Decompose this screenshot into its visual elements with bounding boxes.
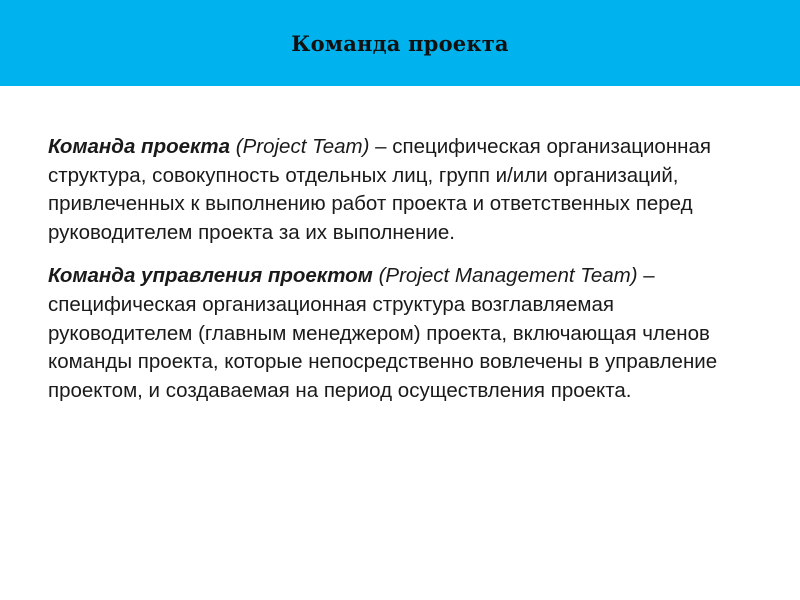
slide-title: Команда проекта xyxy=(291,30,509,56)
slide-content xyxy=(48,133,763,405)
definition-paragraph-project-team xyxy=(48,133,763,247)
title-bar xyxy=(0,0,800,86)
term-project-team: Команда проекта xyxy=(48,135,231,158)
term-project-management-team: Команда управления проектом xyxy=(48,264,373,288)
definition-project-management-team: – специфическая организационная структура возглавляемая руководителем (главным менеджером) проекта, включающая членов команды проекта, которые непосредственно вовлечены в управление проектом, и создаваемая на период осуществления проекта. xyxy=(48,264,718,402)
english-term-project-management-team: (Project Management Team) xyxy=(378,264,638,288)
definition-paragraph-project-management-team xyxy=(48,262,763,405)
english-term-project-team: (Project Team) xyxy=(235,135,370,158)
definition-project-team: – специфическая организационная структура, совокупность отдельных лиц, групп и/или организаций, привлеченных к выполнению работ проекта и ответственных перед руководителем проекта за их выполнение. xyxy=(48,135,711,244)
